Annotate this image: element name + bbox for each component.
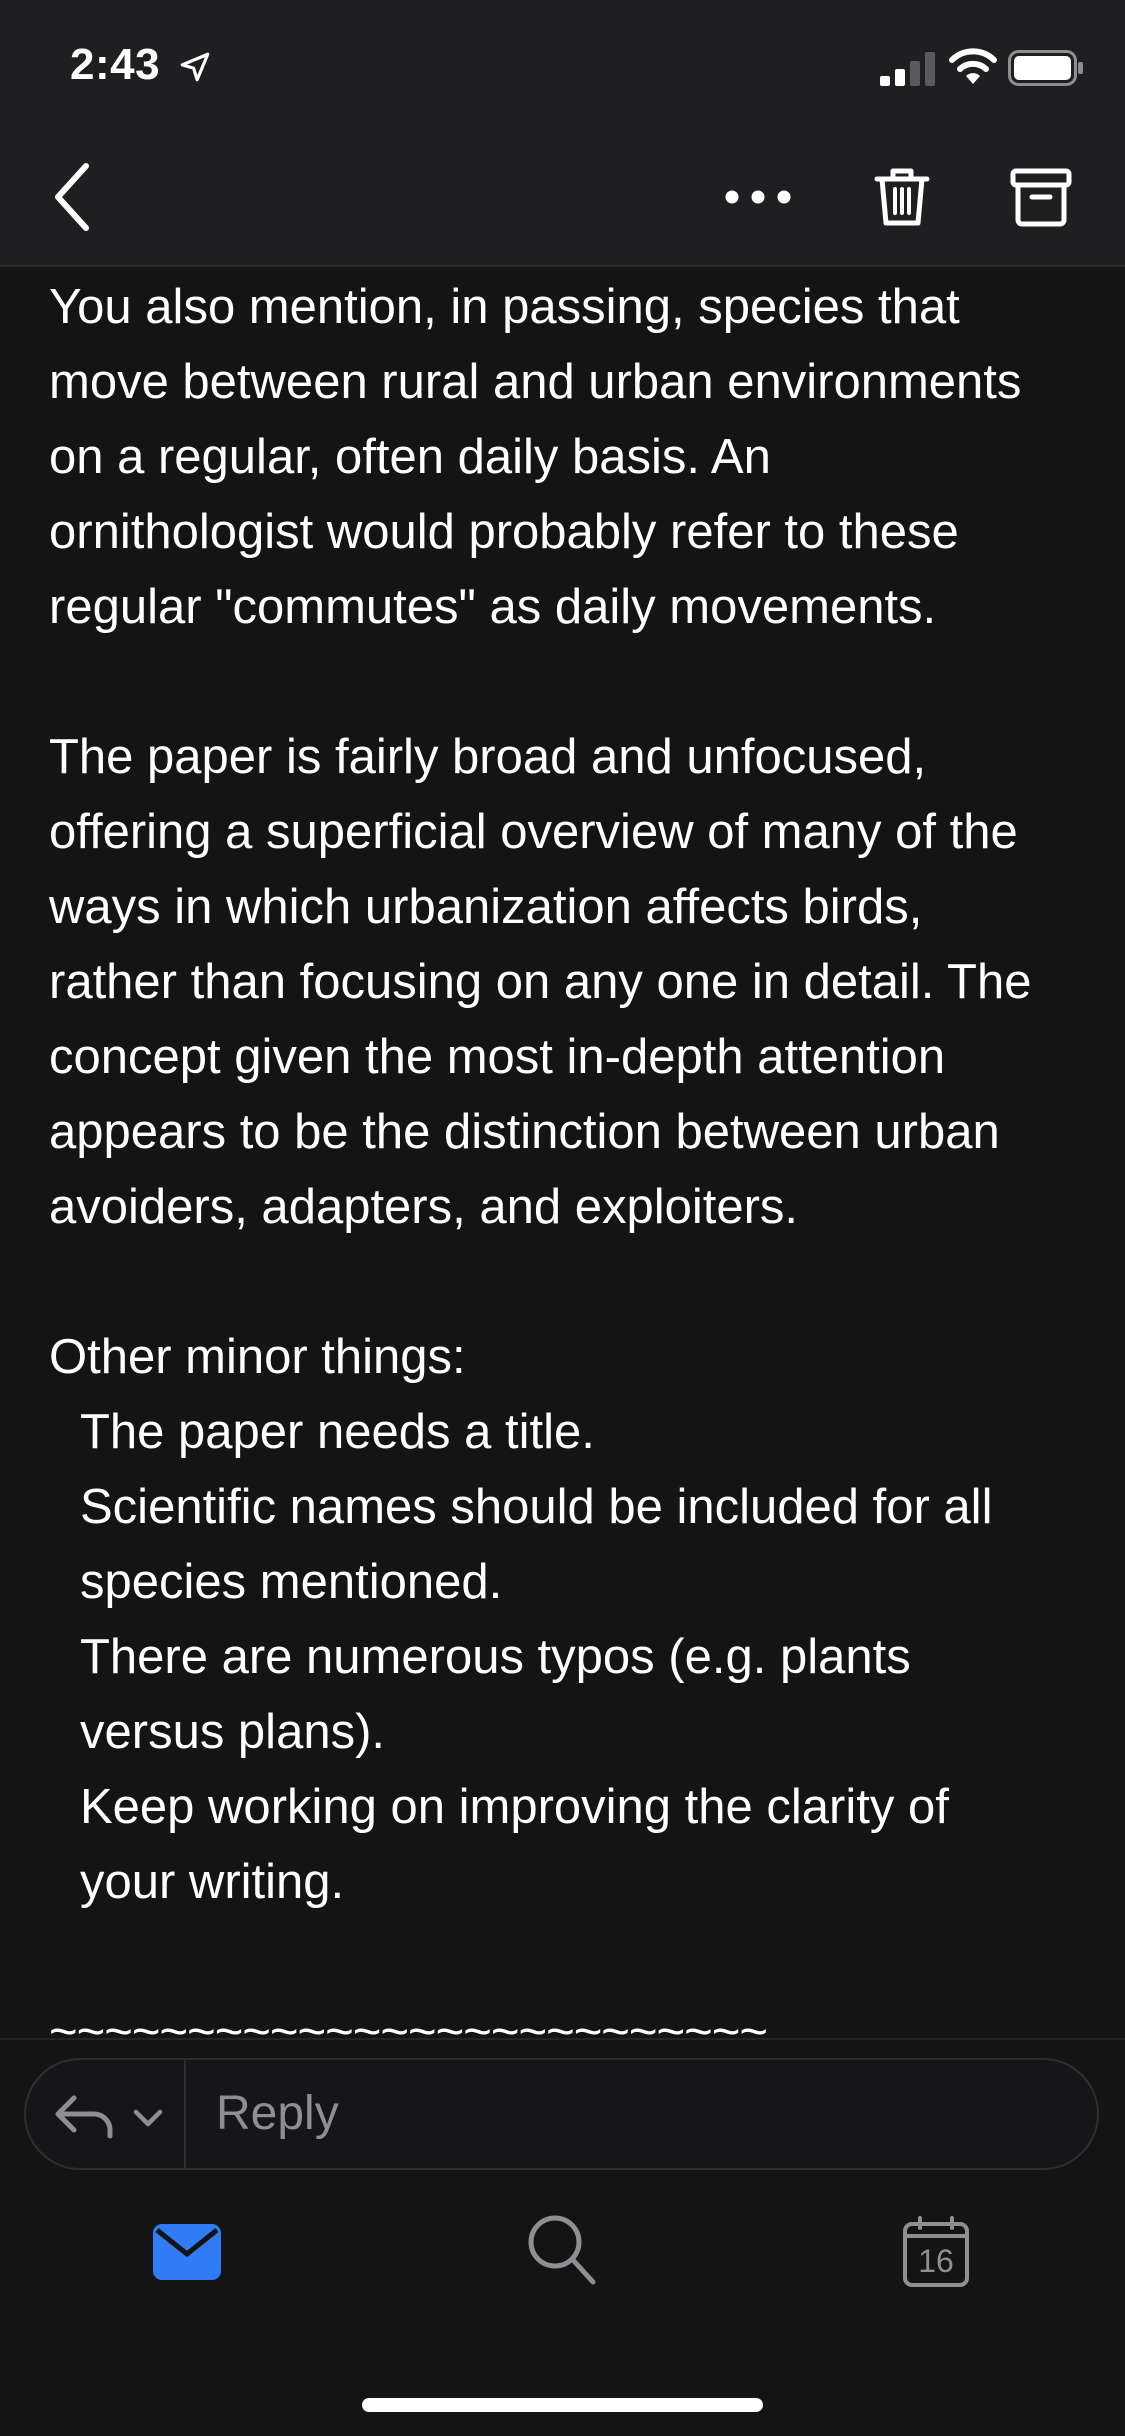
back-button[interactable]: [48, 160, 98, 234]
message-line: The paper is fairly broad and unfocused,: [49, 730, 927, 784]
minor-item-line: your writing.: [80, 1855, 345, 1909]
message-line: Other minor things:: [49, 1330, 466, 1384]
wifi-icon: [948, 48, 998, 86]
minor-item-line: species mentioned.: [80, 1555, 503, 1609]
minor-item-line: versus plans).: [80, 1705, 386, 1759]
home-indicator[interactable]: [362, 2398, 763, 2412]
cellular-signal-icon: [880, 52, 936, 86]
message-line: rather than focusing on any one in detail. The: [49, 955, 1032, 1009]
message-line: ways in which urbanization affects birds,: [49, 880, 923, 934]
message-line: on a regular, often daily basis. An: [49, 430, 771, 484]
battery-icon: [1008, 50, 1084, 86]
minor-item-line: Keep working on improving the clarity of: [80, 1780, 949, 1834]
message-line: concept given the most in-depth attention: [49, 1030, 946, 1084]
calendar-tab[interactable]: [902, 2216, 970, 2288]
reply-options-button[interactable]: [52, 2088, 182, 2144]
paragraph-gap: [49, 1920, 1089, 1995]
signature-rule: ~~~~~~~~~~~~~~~~~~~~~~~~~~: [49, 2005, 767, 2038]
message-line: move between rural and urban environments: [49, 355, 1022, 409]
minor-item-line: There are numerous typos (e.g. plants: [80, 1630, 911, 1684]
location-arrow-icon: [178, 50, 212, 84]
reply-input[interactable]: Reply: [216, 2087, 339, 2140]
more-options-button[interactable]: [722, 175, 794, 219]
paragraph-gap: [49, 1245, 1089, 1320]
message-line: appears to be the distinction between urban: [49, 1105, 1000, 1159]
message-line: avoiders, adapters, and exploiters.: [49, 1180, 799, 1234]
minor-item-line: The paper needs a title.: [80, 1405, 595, 1459]
message-body: [49, 270, 1089, 2038]
message-line: You also mention, in passing, species that: [49, 280, 960, 334]
paragraph-gap: [49, 645, 1089, 720]
message-line: regular "commutes" as daily movements.: [49, 580, 937, 634]
message-line: ornithologist would probably refer to these: [49, 505, 959, 559]
bottom-toolbar: [0, 2038, 1125, 2436]
status-time: 2:43: [70, 40, 161, 89]
message-line: offering a superficial overview of many of the: [49, 805, 1018, 859]
header: [0, 0, 1125, 267]
mail-tab[interactable]: [153, 2224, 221, 2280]
minor-item-line: Scientific names should be included for all: [80, 1480, 993, 1534]
reply-divider: [184, 2060, 186, 2168]
archive-button[interactable]: [1010, 165, 1072, 229]
delete-button[interactable]: [872, 165, 932, 229]
reply-bar: [24, 2058, 1099, 2170]
calendar-day-number: 16: [918, 2243, 954, 2279]
search-tab[interactable]: [525, 2212, 597, 2288]
